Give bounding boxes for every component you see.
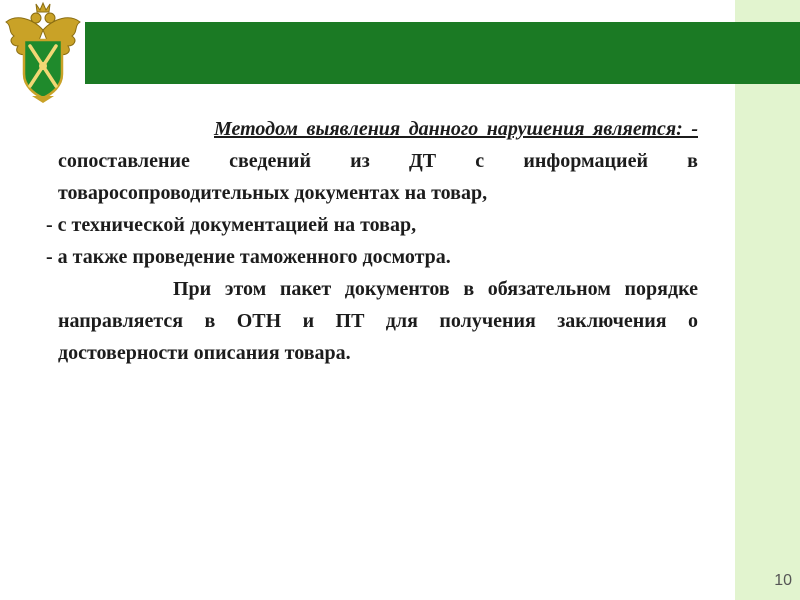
detection-method-paragraph <box>58 113 698 209</box>
bullet-customs-inspection: - а также проведение таможенного досмотра. <box>46 246 451 268</box>
header-bar <box>85 22 800 84</box>
page-number: 10 <box>774 572 792 589</box>
bullet-technical-docs: - с технической документацией на товар, <box>46 214 417 236</box>
slide-body <box>46 113 698 369</box>
customs-emblem-icon <box>2 0 84 104</box>
documents-package-paragraph: При этом пакет документов в обязательном порядке направляется в ОТН и ПТ для получения заключения о достоверности описания товара. <box>58 278 698 364</box>
detection-method-lead: Методом выявления данного нарушения является: - <box>214 118 698 140</box>
detection-method-text: сопоставление сведений из ДТ с информацией в товаросопроводительных документах на товар, <box>58 150 698 204</box>
right-side-band <box>735 0 800 600</box>
